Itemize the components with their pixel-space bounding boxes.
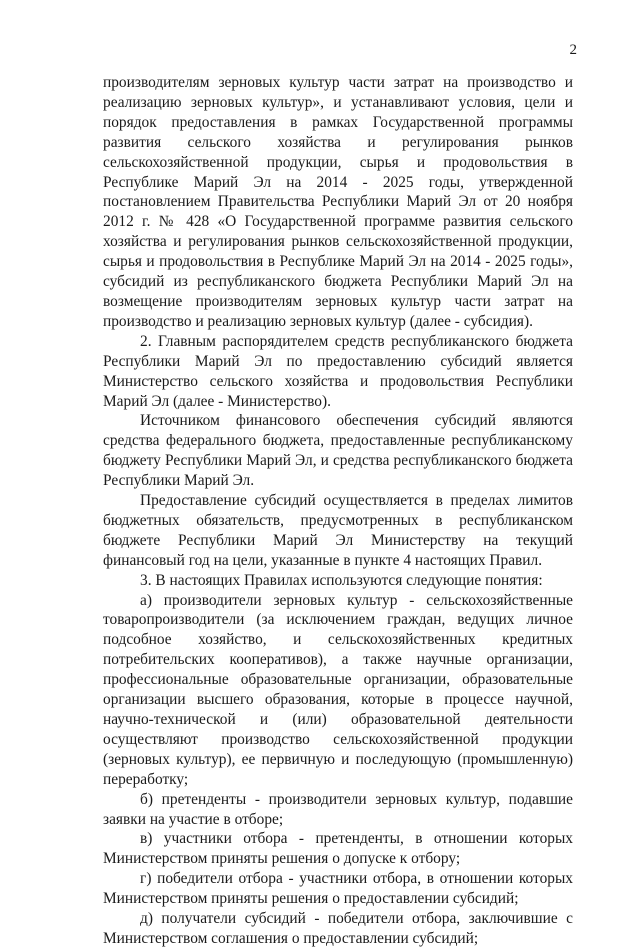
paragraph-clause-3: 3. В настоящих Правилах используются следующие понятия: [140, 571, 543, 589]
definition-item-b: б) претенденты - производители зерновых культур, подавшие заявки на участие в отборе; [103, 790, 573, 828]
definition-item-v: в) участники отбора - претенденты, в отношении которых Министерством приняты решения о допуске к отбору; [103, 830, 573, 868]
document-body [103, 73, 573, 949]
paragraph-clause-2: 2. Главным распорядителем средств республиканского бюджета Республики Марий Эл по предоставлению субсидий является Министерство сельского хозяйства и продовольствия Республики Марий Эл (далее - Министерство). [103, 332, 573, 410]
definition-item-d: д) получатели субсидий - победители отбора, заключившие с Министерством соглашения о предоставлении субсидий; [103, 910, 573, 947]
page-number: 2 [569, 42, 577, 58]
paragraph-funding-limits: Предоставление субсидий осуществляется в пределах лимитов бюджетных обязательств, предусмотренных в республиканском бюджете Республики Марий Эл Министерству на текущий финансовый год на цели, указанные в пункте 4 настоящих Правил. [103, 492, 573, 569]
paragraph-funding-source: Источником финансового обеспечения субсидий являются средства федерального бюджета, предоставленные республиканскому бюджету Республики Марий Эл, и средства республиканского бюджета Республики Марий Эл. [103, 412, 573, 490]
paragraph-continuation: производителям зерновых культур части затрат на производство и реализацию зерновых культур», и устанавливают условия, цели и порядок предоставления в рамках Государственной программы развития сельского хозяйства и регулирования рынков сельскохозяйственной продукции, сырья и продовольствия в Республике Марий Эл на 2014 - 2025 годы, утвержденной постановлением Правительства Республики Марий Эл от 20 ноября 2012 г. № 428 «О Государственной программе развития сельского хозяйства и регулирования рынков сельскохозяйственной продукции, сырья и продовольствия в Республике Марий Эл на 2014 - 2025 годы», субсидий из республиканского бюджета Республики Марий Эл на возмещение производителям зерновых культур части затрат на производство и реализацию зерновых культур (далее - субсидия). [103, 74, 573, 330]
definition-item-g: г) победители отбора - участники отбора, в отношении которых Министерством приняты решения о предоставлении субсидий; [103, 870, 573, 908]
definition-item-a: а) производители зерновых культур - сельскохозяйственные товаропроизводители (за исключением граждан, ведущих личное подсобное хозяйство, и сельскохозяйственных кредитных потребительских кооперативов), а также научные организации, профессиональные образовательные организации, образовательные организации высшего образования, которые в процессе научной, научно-технической и (или) образовательной деятельности осуществляют производство сельскохозяйственной продукции (зерновых культур), ее первичную и последующую (промышленную) переработку; [103, 591, 573, 788]
